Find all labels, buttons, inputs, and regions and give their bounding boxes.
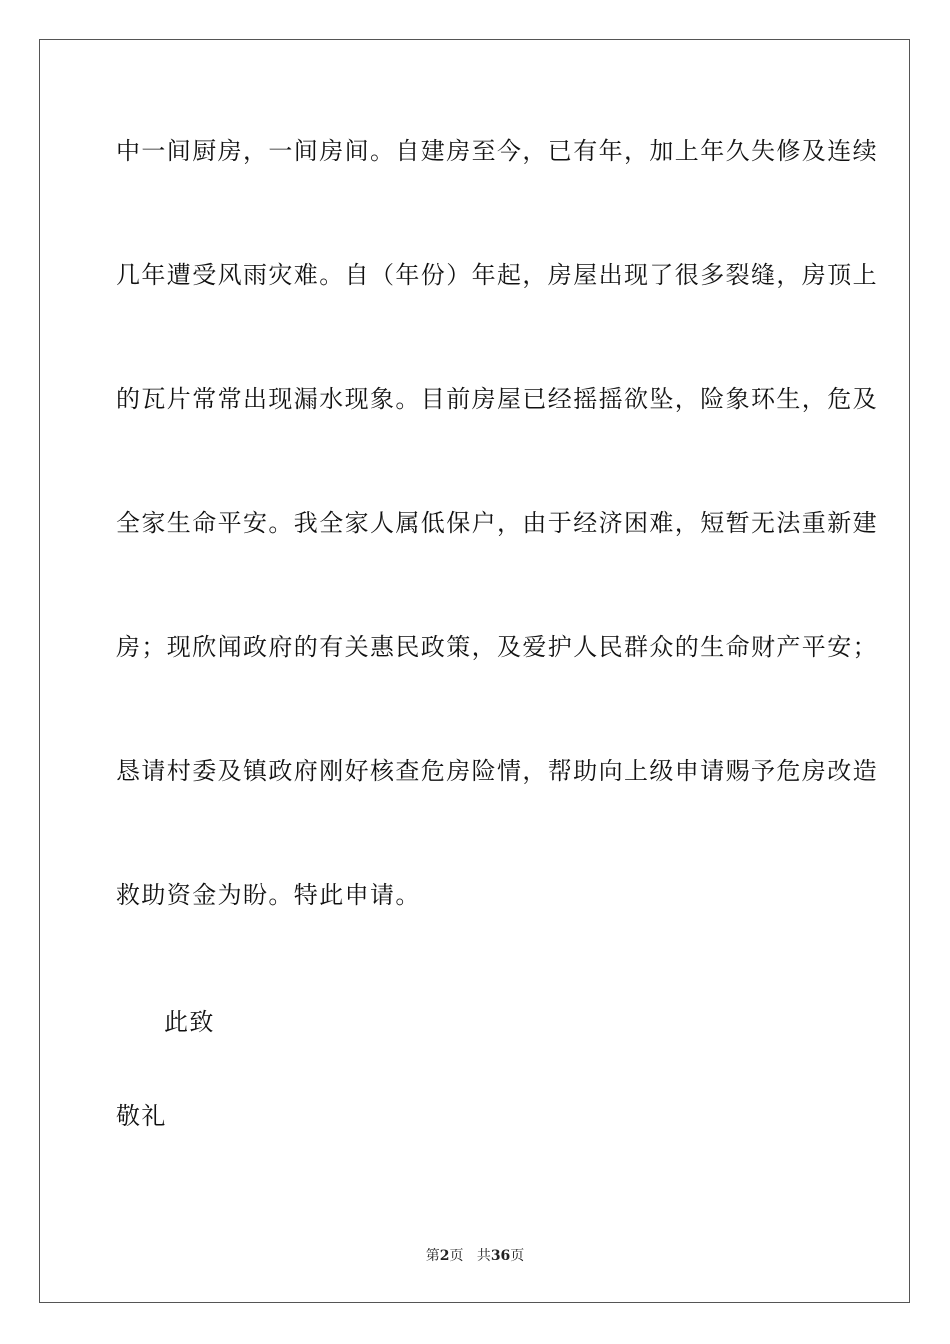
footer-total-pages: 36: [490, 1248, 511, 1264]
body-text-line: 恳请村委及镇政府刚好核查危房险情，帮助向上级申请赐予危房改造: [116, 757, 878, 785]
footer-total-suffix: 页: [510, 1248, 525, 1264]
body-text-line: 的瓦片常常出现漏水现象。目前房屋已经摇摇欲坠，险象环生，危及: [116, 385, 878, 413]
closing-salutation: 此致: [164, 1008, 215, 1036]
body-text-line: 救助资金为盼。特此申请。: [116, 881, 421, 909]
page-border: [39, 39, 910, 1303]
closing-regards: 敬礼: [116, 1102, 167, 1130]
footer-page-suffix: 页: [449, 1248, 464, 1264]
footer-total-prefix: 共: [476, 1248, 491, 1264]
body-text-line: 中一间厨房，一间房间。自建房至今，已有年，加上年久失修及连续: [116, 137, 878, 165]
page-footer: [0, 1247, 950, 1265]
body-text-line: 全家生命平安。我全家人属低保户，由于经济困难，短暂无法重新建: [116, 509, 878, 537]
body-text-line: 几年遭受风雨灾难。自（年份）年起，房屋出现了很多裂缝，房顶上: [116, 261, 878, 289]
body-text-line: 房；现欣闻政府的有关惠民政策，及爱护人民群众的生命财产平安；: [116, 633, 878, 661]
footer-page-number: 2: [439, 1248, 450, 1264]
footer-page-prefix: 第: [425, 1248, 440, 1264]
